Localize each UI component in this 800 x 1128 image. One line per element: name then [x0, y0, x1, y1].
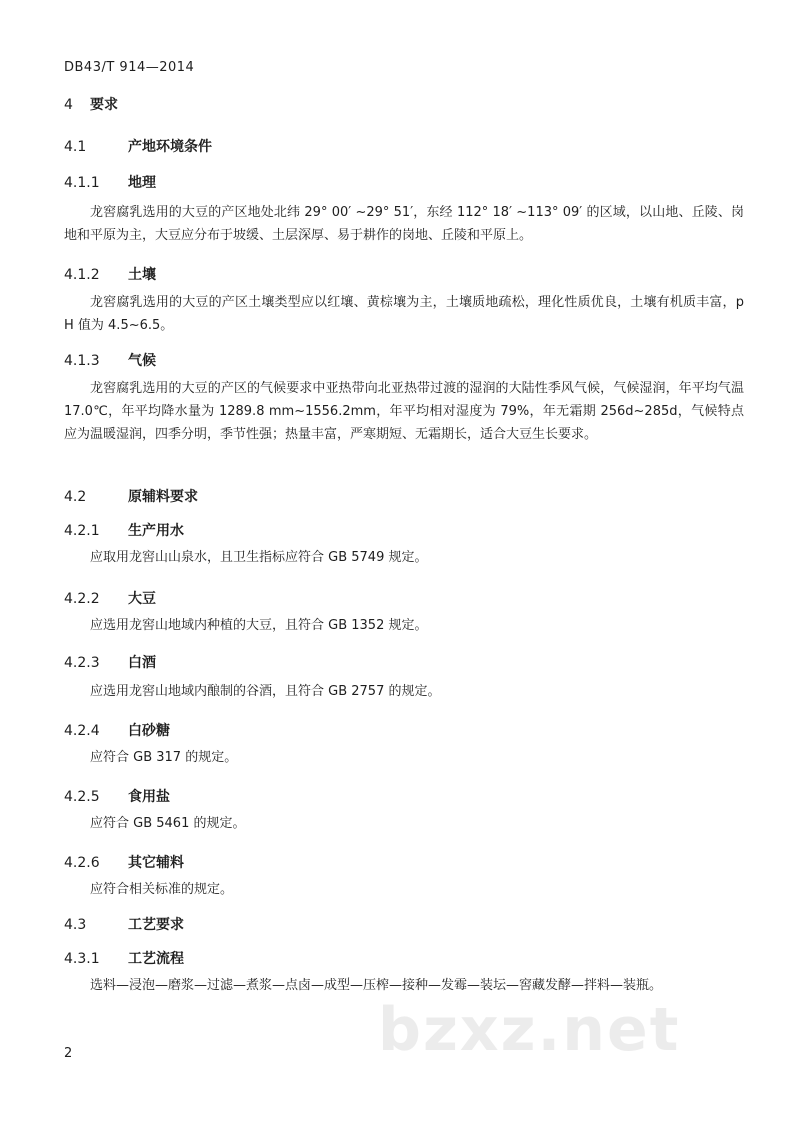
section-title: 原辅料要求	[128, 489, 198, 505]
paragraph-soybean: 应选用龙窖山地域内种植的大豆，且符合 GB 1352 规定。	[90, 618, 428, 633]
section-title: 气候	[128, 353, 156, 369]
section-heading-4-3	[64, 914, 184, 934]
section-title: 白砂糖	[128, 723, 170, 739]
section-number: 4.1	[64, 139, 87, 155]
section-number: 4.1.2	[64, 267, 100, 283]
paragraph-geography: 龙窖腐乳选用的大豆的产区地处北纬 29° 00′ ~29° 51′，东经 112° 18′ ~113° 09′ 的区域，以山地、丘陵、岗地和平原为主，大豆应分布于坡缓、土层深厚、易于耕作的岗地、丘陵和平原上。	[64, 205, 744, 243]
watermark: bzxz.net	[378, 995, 681, 1065]
page-number: 2	[64, 1046, 73, 1061]
section-number: 4.3.1	[64, 951, 100, 967]
section-title: 要求	[90, 97, 118, 113]
section-number: 4.2.5	[64, 789, 100, 805]
section-heading-4-2	[64, 486, 198, 506]
paragraph-sugar: 应符合 GB 317 的规定。	[90, 750, 238, 765]
section-heading-4-2-2	[64, 588, 156, 608]
section-number: 4.2.3	[64, 655, 100, 671]
section-heading-4-1	[64, 136, 212, 156]
paragraph-process-flow: 选料—浸泡—磨浆—过滤—煮浆—点卤—成型—压榨—接种—发霉—装坛—窖藏发酵—拌料—装瓶。	[90, 978, 663, 993]
section-heading-4-1-3	[64, 350, 156, 370]
section-heading-4-2-3	[64, 652, 156, 672]
section-number: 4.1.3	[64, 353, 100, 369]
section-title: 土壤	[128, 267, 156, 283]
section-heading-4-1-1	[64, 172, 156, 192]
section-title: 地理	[128, 175, 156, 191]
section-title: 工艺流程	[128, 951, 184, 967]
paragraph-soil: 龙窖腐乳选用的大豆的产区土壤类型应以红壤、黄棕壤为主，土壤质地疏松，理化性质优良，土壤有机质丰富，pH 值为 4.5~6.5。	[64, 295, 744, 333]
section-title: 产地环境条件	[128, 139, 212, 155]
paragraph-water: 应取用龙窖山山泉水，且卫生指标应符合 GB 5749 规定。	[90, 550, 428, 565]
section-heading-4-1-2	[64, 264, 156, 284]
section-number: 4.2.4	[64, 723, 100, 739]
section-number: 4.3	[64, 917, 87, 933]
section-number: 4.1.1	[64, 175, 100, 191]
section-title: 食用盐	[128, 789, 170, 805]
section-heading-4-2-6	[64, 852, 184, 872]
paragraph-liquor: 应选用龙窖山地域内酿制的谷酒，且符合 GB 2757 的规定。	[90, 684, 441, 699]
section-heading-4-2-4	[64, 720, 170, 740]
section-heading-4-3-1	[64, 948, 184, 968]
section-title: 生产用水	[128, 523, 184, 539]
section-number: 4.2	[64, 489, 87, 505]
section-title: 工艺要求	[128, 917, 184, 933]
section-number: 4.2.6	[64, 855, 100, 871]
section-title: 其它辅料	[128, 855, 184, 871]
section-heading-4-2-5	[64, 786, 170, 806]
section-heading-4-2-1	[64, 520, 184, 540]
paragraph-other-materials: 应符合相关标准的规定。	[90, 882, 234, 897]
section-number: 4.2.1	[64, 523, 100, 539]
section-title: 大豆	[128, 591, 156, 607]
section-heading-4	[64, 94, 118, 114]
section-number: 4.2.2	[64, 591, 100, 607]
section-title: 白酒	[128, 655, 156, 671]
section-number: 4	[64, 97, 73, 113]
standard-code: DB43/T 914—2014	[64, 60, 195, 75]
paragraph-climate: 龙窖腐乳选用的大豆的产区的气候要求中亚热带向北亚热带过渡的湿润的大陆性季风气候，气候湿润，年平均气温 17.0℃，年平均降水量为 1289.8 mm~1556.2mm，年平均相对湿度为 79%，年无霜期 256d~285d，气候特点应为温暖湿润，四季分明，季节性强；热量丰富，严寒期短、无霜期长，适合大豆生长要求。	[64, 381, 744, 442]
paragraph-salt: 应符合 GB 5461 的规定。	[90, 816, 246, 831]
